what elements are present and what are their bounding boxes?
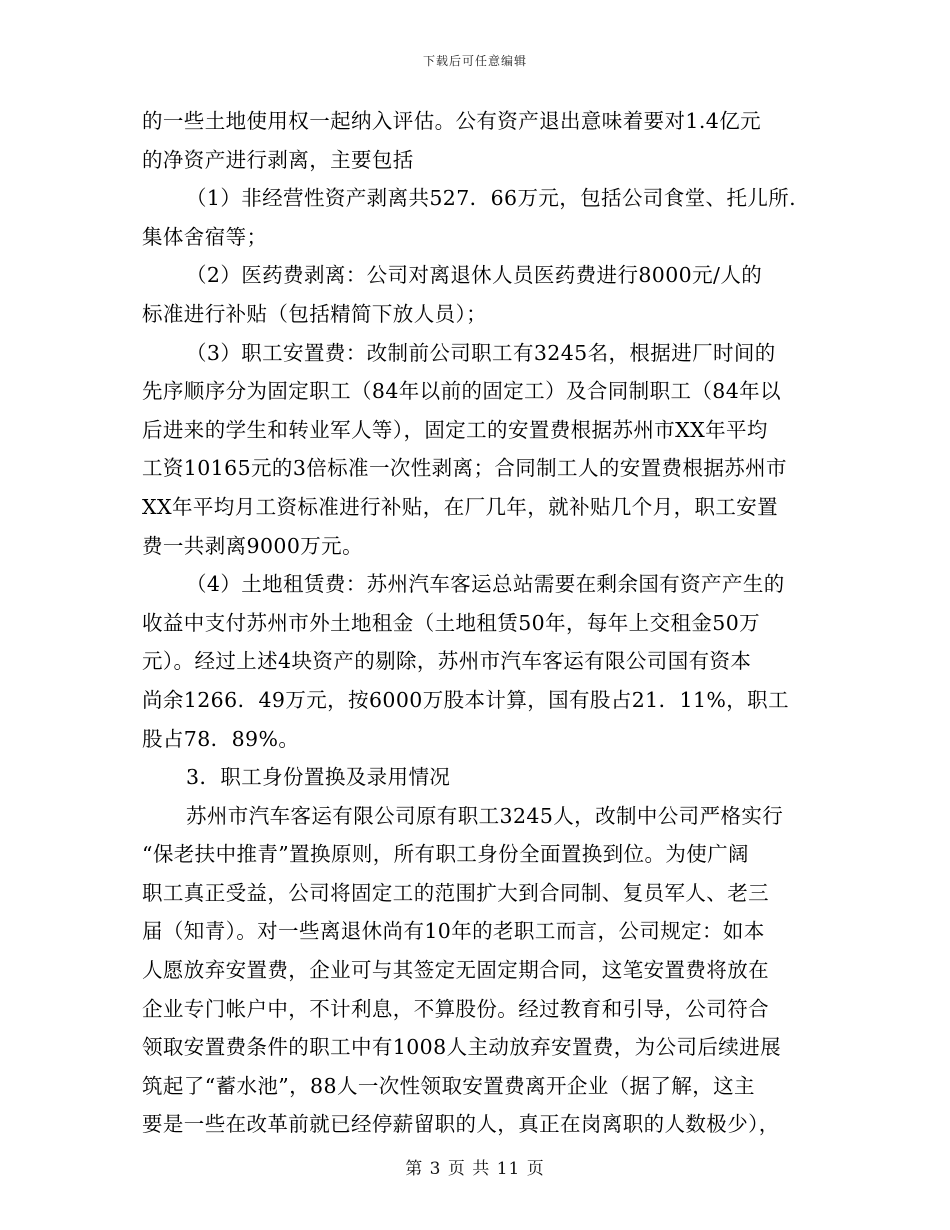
page-label-mid: 页: [447, 1159, 466, 1179]
body-line: 工资10165元的3倍标准一次性剥离；合同制工人的安置费根据苏州市: [142, 456, 787, 481]
page-label-prefix: 第: [405, 1159, 424, 1179]
body-line: 收益中支付苏州市外土地租金（土地租赁50年，每年上交租金50万: [142, 610, 761, 635]
page-label-suffix: 页: [526, 1159, 545, 1179]
body-line: “保老扶中推青”置换原则，所有职工身份全面置换到位。为使广阔: [142, 842, 749, 867]
body-line: （2）医药费剥离：公司对离退休人员医药费进行8000元/人的: [186, 263, 763, 288]
section-heading: 3．职工身份置换及录用情况: [186, 765, 451, 790]
page-footer: [0, 1154, 950, 1179]
body-line: 要是一些在改革前就已经停薪留职的人，真正在岗离职的人数极少），: [142, 1112, 780, 1137]
total-label: 共: [472, 1159, 491, 1179]
body-line: 职工真正受益，公司将固定工的范围扩大到合同制、复员军人、老三: [142, 880, 769, 905]
body-line: 尚余1266．49万元，按6000万股本计算，国有股占21．11%，职工: [142, 687, 789, 712]
body-line: 的净资产进行剥离，主要包括: [142, 147, 414, 172]
page-header: 下载后可任意编辑: [422, 54, 527, 68]
body-line: （3）职工安置费：改制前公司职工有3245名，根据进厂时间的: [186, 340, 776, 365]
body-line: XX年平均月工资标准进行补贴，在厂几年，就补贴几个月，职工安置: [142, 494, 779, 519]
body-line: 股占78．89%。: [142, 726, 300, 751]
body-line: 费一共剥离9000万元。: [142, 533, 363, 558]
body-line: 集体舍宿等；: [142, 224, 268, 249]
body-line: （1）非经营性资产剥离共527．66万元，包括公司食堂、托儿所.: [186, 186, 797, 211]
body-line: 标准进行补贴（包括精简下放人员）；: [142, 301, 488, 326]
body-line: 领取安置费条件的职工中有1008人主动放弃安置费，为公司后续进展: [142, 1035, 781, 1060]
body-line: 人愿放弃安置费，企业可与其签定无固定期合同，这笔安置费将放在: [142, 958, 769, 983]
current-page-number: 3: [429, 1159, 442, 1179]
body-line: （4）土地租赁费：苏州汽车客运总站需要在剩余国有资产产生的: [186, 572, 785, 597]
body-line: 先序顺序分为固定职工（84年以前的固定工）及合同制职工（84年以: [142, 379, 781, 404]
body-line: 元）。经过上述4块资产的剔除，苏州市汽车客运有限公司国有资本: [142, 649, 752, 674]
body-line: 企业专门帐户中，不计利息，不算股份。经过教育和引导，公司符合: [142, 996, 769, 1021]
body-line: 届（知青）。对一些离退休尚有10年的老职工而言，公司规定：如本: [142, 919, 765, 944]
body-line: 筑起了“蓄水池”，88人一次性领取安置费离开企业（据了解，这主: [142, 1073, 755, 1098]
body-line: 的一些土地使用权一起纳入评估。公有资产退出意味着要对1.4亿元: [142, 109, 761, 133]
body-line: 后进来的学生和转业军人等），固定工的安置费根据苏州市XX年平均: [142, 417, 768, 442]
document-body: [142, 102, 810, 1144]
body-line: 苏州市汽车客运有限公司原有职工3245人，改制中公司严格实行: [186, 803, 784, 828]
total-pages-number: 11: [496, 1159, 521, 1179]
